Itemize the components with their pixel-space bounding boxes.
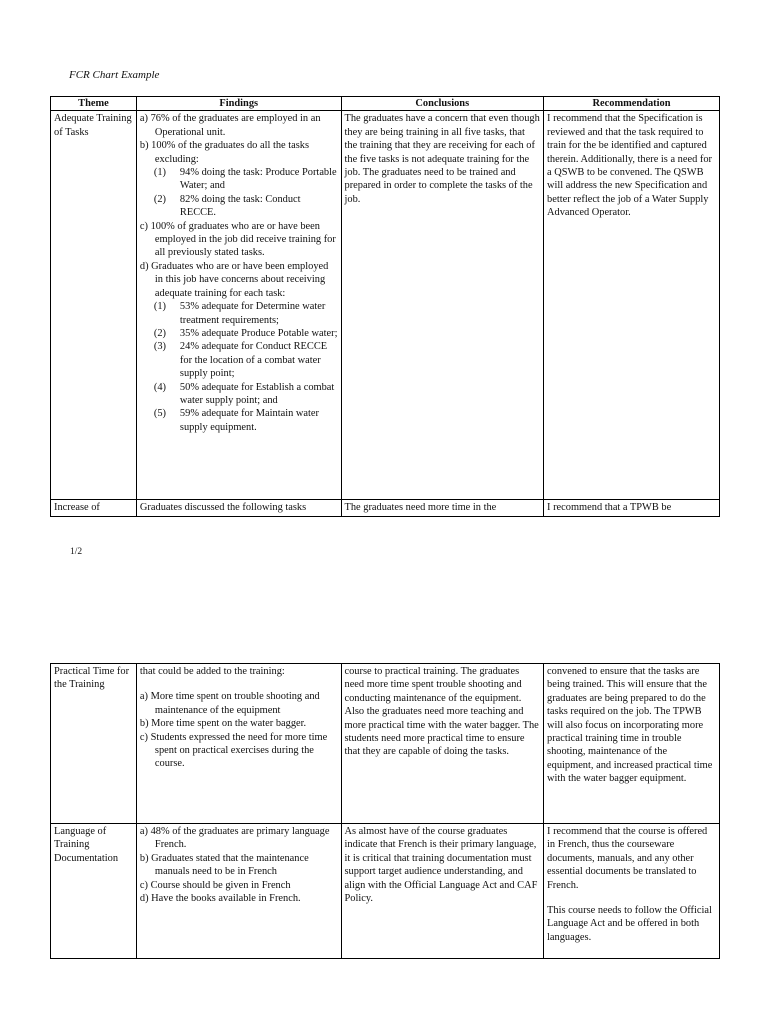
table-row — [51, 824, 720, 959]
sub-number: (1) — [153, 167, 166, 179]
sub-number: (1) — [153, 301, 166, 313]
sub-number: (5) — [153, 408, 166, 420]
finding-d: d) Have the books available in French. — [139, 893, 301, 905]
findings-cell — [136, 824, 341, 959]
sub-number: (3) — [153, 341, 166, 353]
theme-cell: Language of Training Documentation — [51, 824, 137, 959]
recommendation-paragraph-2: This course needs to follow the Official Language Act and be offered in both languages. — [547, 905, 712, 943]
findings-cell — [136, 664, 341, 824]
document-caption: FCR Chart Example — [69, 69, 160, 81]
header-findings: Findings — [136, 97, 341, 111]
recommendation-cell — [544, 824, 720, 959]
sub-text: 24% adequate for Conduct RECCE for the location of a combat water supply point; — [179, 341, 328, 380]
recommendation-cell: I recommend that the Specification is reviewed and that the task required to train for the be identified and captured therein. Additionally, there is a need for a QSWB to be convened. The QSWB will address the new Specification and better reflect the job of a Water Supply Advanced Operator. — [544, 111, 720, 500]
theme-cell: Practical Time for the Training — [51, 664, 137, 824]
sub-number: (4) — [153, 381, 166, 393]
conclusions-cell: course to practical training. The graduates need more time spent trouble shooting and conducting maintenance of the equipment. Also the graduates need more teaching and more practical time with the water bagger. The students need more practical time to ensure that they are capable of doing the tasks. — [341, 664, 544, 824]
finding-c: c) Course should be given in French — [139, 879, 291, 891]
fcr-table-part-2 — [50, 663, 720, 959]
header-theme: Theme — [51, 97, 137, 111]
theme-cell: Adequate Training of Tasks — [51, 111, 137, 500]
finding-b: b) More time spent on the water bagger. — [139, 718, 307, 730]
page-number: 1/2 — [70, 547, 83, 557]
sub-text: 94% doing the task: Produce Portable Water; and — [179, 167, 337, 192]
finding-a: a) 76% of the graduates are employed in an Operational unit. — [139, 113, 321, 138]
sub-number: (2) — [153, 327, 166, 339]
sub-text: 59% adequate for Maintain water supply equipment. — [179, 408, 319, 433]
findings-cell: Graduates discussed the following tasks — [136, 500, 341, 516]
finding-d-2 — [140, 327, 338, 340]
finding-b: b) 100% of the graduates do all the tasks excluding: — [139, 140, 310, 165]
finding-b-2 — [140, 193, 338, 220]
finding-b-1 — [140, 166, 338, 193]
table-header-row — [51, 97, 720, 111]
theme-cell: Increase of — [51, 500, 137, 516]
finding-d-4 — [140, 381, 338, 408]
conclusions-cell: As almost have of the course graduates indicate that French is their primary language, it is critical that training documentation must support target audience understanding, and align with the Official Language Act and CAF Policy. — [341, 824, 544, 959]
finding-c: c) 100% of graduates who are or have been employed in the job did receive training for all previously stated tasks. — [139, 220, 336, 259]
findings-cell — [136, 111, 341, 500]
finding-b: b) Graduates stated that the maintenance manuals need to be in French — [139, 852, 309, 878]
recommendation-cell: convened to ensure that the tasks are being trained. This will ensure that the graduates are being prepared to do the tasks required on the job. The TPWB will also focus on incorporating more practical training time in trouble shooting, maintenance of the equipment, and increased practical time with the water bagger equipment. — [544, 664, 720, 824]
fcr-table-part-1 — [50, 96, 720, 517]
sub-number: (2) — [153, 193, 166, 205]
finding-a: a) More time spent on trouble shooting and maintenance of the equipment — [139, 691, 320, 716]
finding-c: c) Students expressed the need for more time spent on practical exercises during the course. — [139, 731, 328, 770]
finding-d-5 — [140, 407, 338, 434]
sub-text: 53% adequate for Determine water treatment requirements; — [179, 301, 326, 326]
table-row — [51, 500, 720, 516]
conclusions-cell: The graduates need more time in the — [341, 500, 544, 516]
finding-d-1 — [140, 300, 338, 327]
findings-intro: that could be added to the training: — [139, 666, 285, 677]
sub-text: 82% doing the task: Conduct RECCE. — [179, 193, 301, 219]
recommendation-paragraph-1: I recommend that the course is offered in French, thus the courseware documents, manuals, and any other essential documents be translated to French. — [547, 826, 708, 891]
sub-text: 50% adequate for Establish a combat water supply point; and — [179, 381, 335, 406]
finding-d-3 — [140, 340, 338, 380]
finding-a: a) 48% of the graduates are primary language French. — [139, 826, 330, 851]
sub-text: 35% adequate Produce Potable water; — [179, 327, 338, 339]
conclusions-cell: The graduates have a concern that even though they are being training in all five tasks, that the training that they are receiving for each of the five tasks is not adequate training for the job. The graduates need to be trained and prepared in order to complete the tasks of the job. — [341, 111, 544, 500]
header-recommendation: Recommendation — [544, 97, 720, 111]
recommendation-cell: I recommend that a TPWB be — [544, 500, 720, 516]
header-conclusions: Conclusions — [341, 97, 544, 111]
table-row — [51, 664, 720, 824]
finding-d: d) Graduates who are or have been employed in this job have concerns about receiving adequate training for each task: — [139, 260, 329, 299]
table-row — [51, 111, 720, 500]
